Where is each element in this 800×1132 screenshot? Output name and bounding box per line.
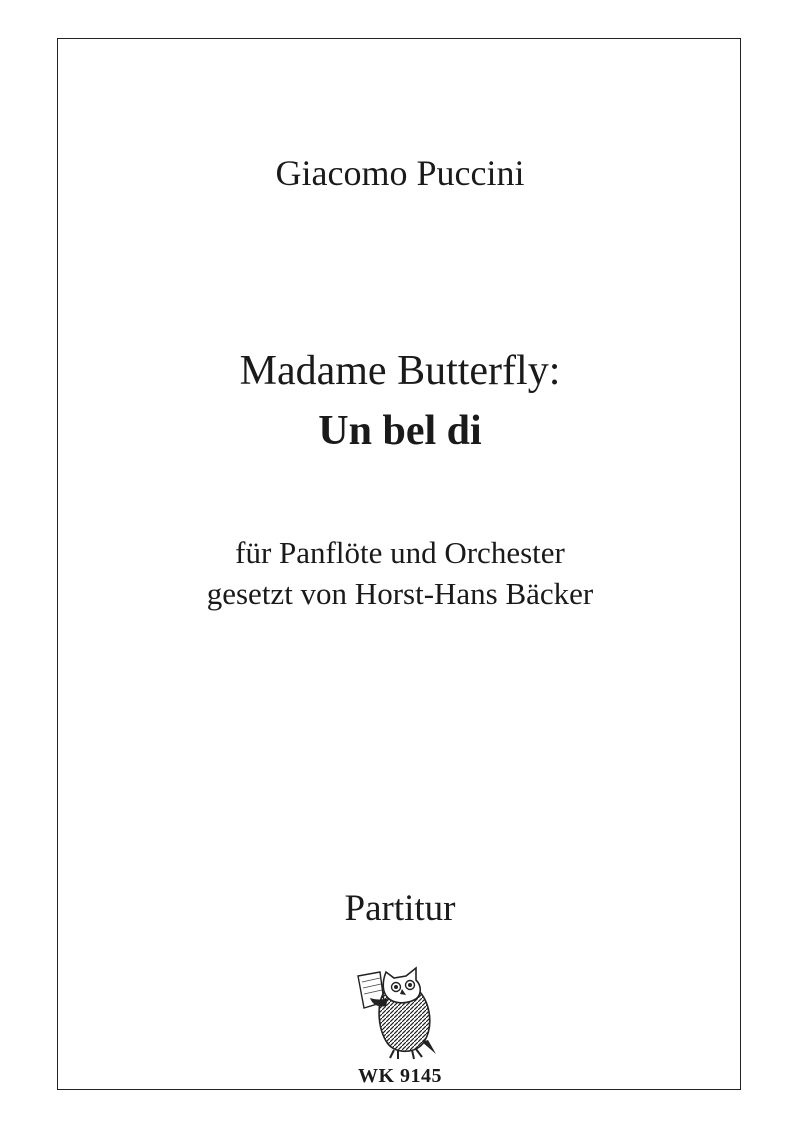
catalog-number: WK 9145 [357,1065,443,1087]
subtitle-line-2: gesetzt von Horst-Hans Bäcker [206,576,594,611]
owl-logo-icon [350,962,442,1062]
title-line-1: Madame Butterfly: [239,348,561,394]
score-type: Partitur [344,888,456,929]
composer-name: Giacomo Puccini [275,153,525,193]
subtitle-line-1: für Panflöte und Orchester [235,535,565,570]
title-line-2: Un bel di [318,408,482,454]
